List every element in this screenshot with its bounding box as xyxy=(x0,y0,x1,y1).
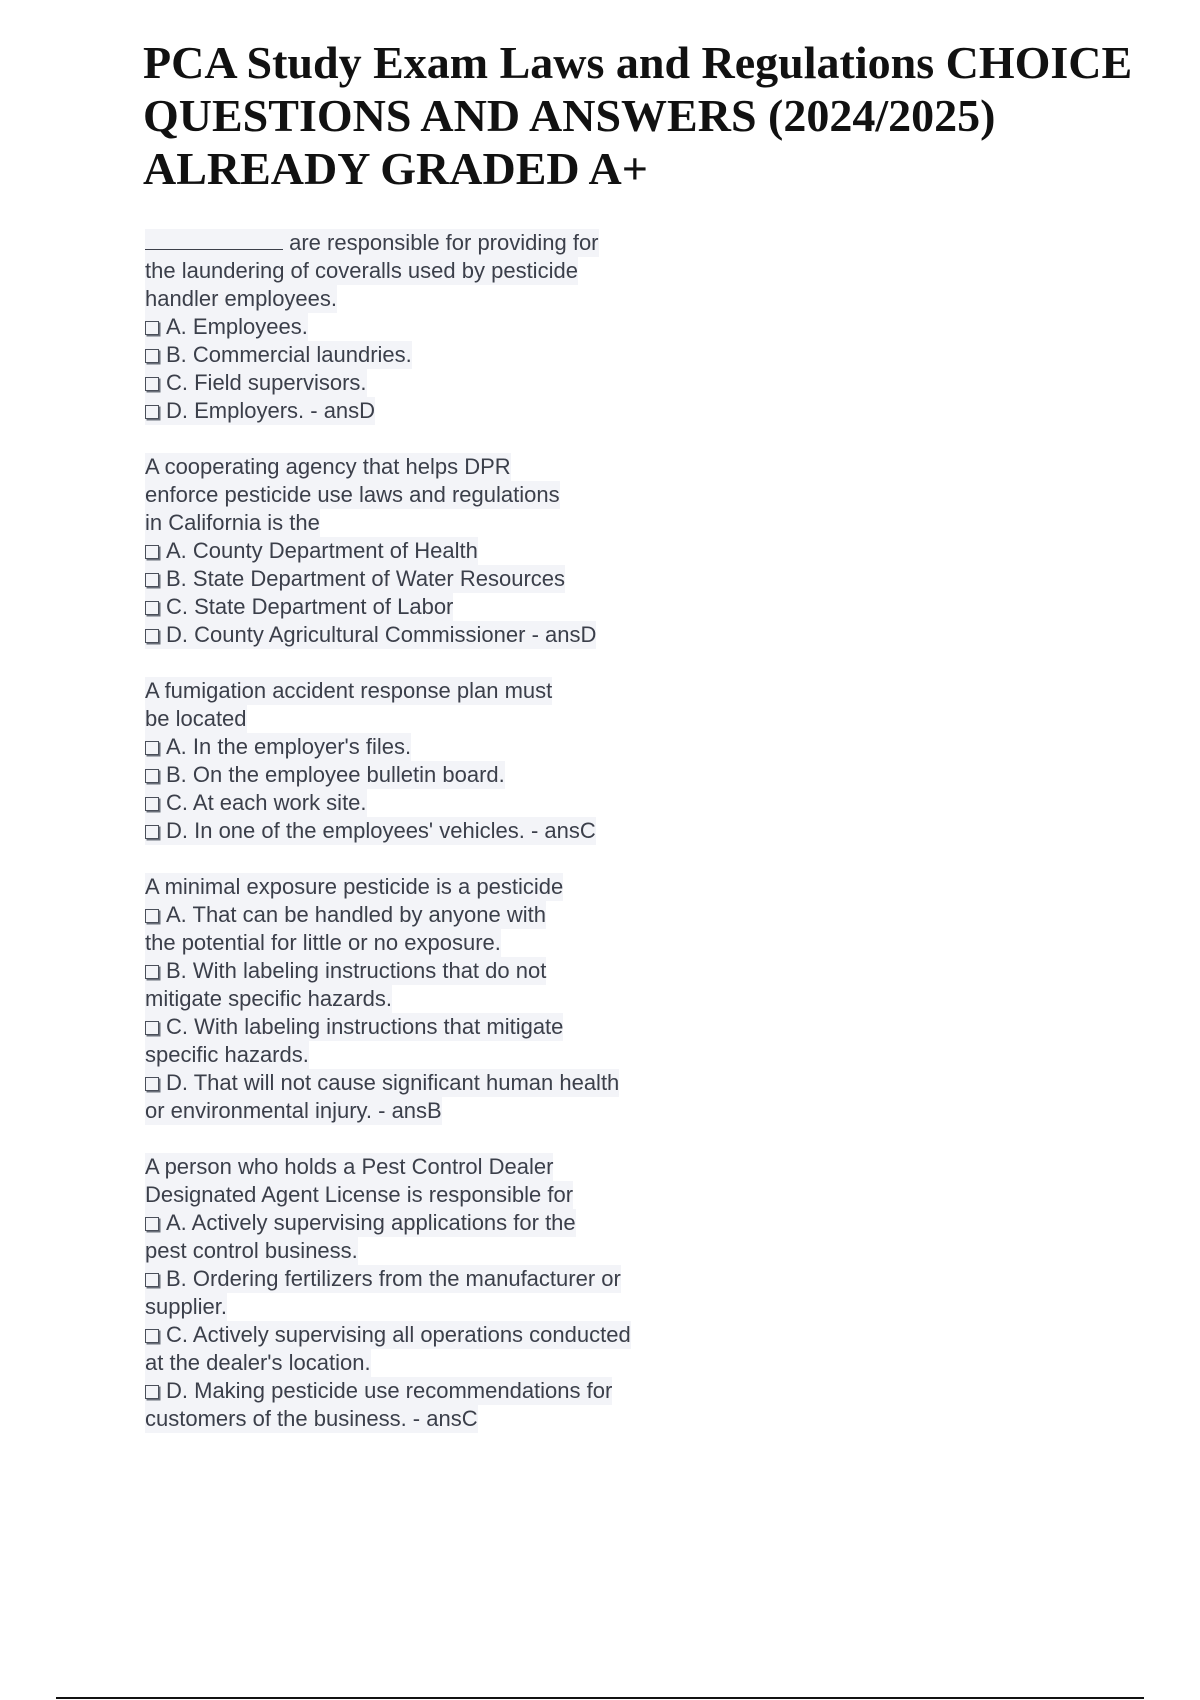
checkbox-icon xyxy=(145,349,159,363)
checkbox-icon xyxy=(145,1329,159,1343)
answer-option-continuation: pest control business. xyxy=(145,1238,358,1263)
question-stem-line: enforce pesticide use laws and regulations xyxy=(145,482,560,507)
answer-option xyxy=(145,957,546,985)
checkbox-icon xyxy=(145,1385,159,1399)
answer-option-label: B. Commercial laundries. xyxy=(166,342,412,367)
answer-option xyxy=(145,397,375,425)
answer-option-continuation: the potential for little or no exposure. xyxy=(145,930,501,955)
answer-option-label: C. With labeling instructions that mitigate xyxy=(166,1014,564,1039)
checkbox-icon xyxy=(145,1217,159,1231)
checkbox-icon xyxy=(145,825,159,839)
answer-option-label: D. Employers. - ansD xyxy=(166,398,376,423)
question-1 xyxy=(145,229,785,425)
answer-option-continuation: specific hazards. xyxy=(145,1042,309,1067)
answer-option xyxy=(145,901,546,929)
question-stem-line: handler employees. xyxy=(145,286,338,311)
checkbox-icon xyxy=(145,1273,159,1287)
fill-in-blank xyxy=(145,229,283,250)
footer-divider xyxy=(56,1697,1144,1699)
answer-option xyxy=(145,1321,631,1349)
answer-option-label: D. Making pesticide use recommendations for xyxy=(166,1378,613,1403)
answer-option xyxy=(145,369,367,397)
answer-option-continuation: at the dealer's location. xyxy=(145,1350,371,1375)
title-line: PCA Study Exam Laws and Regulations CHOICE xyxy=(143,37,1133,88)
answer-option-label: A. Actively supervising applications for the xyxy=(166,1210,576,1235)
question-list xyxy=(145,229,785,1461)
answer-option-label: D. In one of the employees' vehicles. - ansC xyxy=(166,818,596,843)
answer-option xyxy=(145,1209,576,1237)
answer-option-label: A. County Department of Health xyxy=(166,538,478,563)
answer-option-label: B. On the employee bulletin board. xyxy=(166,762,505,787)
checkbox-icon xyxy=(145,1021,159,1035)
answer-option xyxy=(145,733,411,761)
checkbox-icon xyxy=(145,741,159,755)
question-stem-line: A person who holds a Pest Control Dealer xyxy=(145,1154,554,1179)
answer-option-label: A. That can be handled by anyone with xyxy=(166,902,546,927)
checkbox-icon xyxy=(145,1077,159,1091)
checkbox-icon xyxy=(145,965,159,979)
answer-option-label: B. With labeling instructions that do not xyxy=(166,958,547,983)
answer-option-continuation: or environmental injury. - ansB xyxy=(145,1098,442,1123)
question-stem-line xyxy=(145,229,599,257)
answer-option-continuation: supplier. xyxy=(145,1294,227,1319)
checkbox-icon xyxy=(145,321,159,335)
answer-option xyxy=(145,593,453,621)
question-stem-line: be located xyxy=(145,706,247,731)
question-stem-line: Designated Agent License is responsible for xyxy=(145,1182,574,1207)
question-stem-line: in California is the xyxy=(145,510,320,535)
answer-option-label: D. That will not cause significant human health xyxy=(166,1070,620,1095)
question-stem-line: A minimal exposure pesticide is a pesticide xyxy=(145,874,564,899)
answer-option xyxy=(145,1069,619,1097)
answer-option xyxy=(145,761,505,789)
title-line: QUESTIONS AND ANSWERS (2024/2025) xyxy=(143,90,996,141)
answer-option-label: B. Ordering fertilizers from the manufacturer or xyxy=(166,1266,621,1291)
question-stem-line: A cooperating agency that helps DPR xyxy=(145,454,511,479)
question-stem-text: are responsible for providing for xyxy=(289,230,599,255)
answer-option-label: A. Employees. xyxy=(166,314,308,339)
checkbox-icon xyxy=(145,545,159,559)
answer-option-label: C. State Department of Labor xyxy=(166,594,454,619)
question-5 xyxy=(145,1153,785,1433)
checkbox-icon xyxy=(145,769,159,783)
answer-option-label: B. State Department of Water Resources xyxy=(166,566,566,591)
page-title xyxy=(143,36,1193,195)
question-3 xyxy=(145,677,785,845)
answer-option-label: A. In the employer's files. xyxy=(166,734,412,759)
checkbox-icon xyxy=(145,405,159,419)
answer-option xyxy=(145,789,367,817)
answer-option xyxy=(145,565,565,593)
answer-option xyxy=(145,1265,621,1293)
answer-option-continuation: mitigate specific hazards. xyxy=(145,986,392,1011)
answer-option xyxy=(145,1377,612,1405)
answer-option-label: D. County Agricultural Commissioner - ansD xyxy=(166,622,597,647)
checkbox-icon xyxy=(145,909,159,923)
checkbox-icon xyxy=(145,377,159,391)
answer-option-label: C. Field supervisors. xyxy=(166,370,367,395)
question-2 xyxy=(145,453,785,649)
checkbox-icon xyxy=(145,797,159,811)
answer-option xyxy=(145,537,478,565)
answer-option-continuation: customers of the business. - ansC xyxy=(145,1406,478,1431)
checkbox-icon xyxy=(145,573,159,587)
question-4 xyxy=(145,873,785,1125)
title-line: ALREADY GRADED A+ xyxy=(143,143,648,194)
answer-option-label: C. Actively supervising all operations conducted xyxy=(166,1322,631,1347)
checkbox-icon xyxy=(145,629,159,643)
question-stem-line: A fumigation accident response plan must xyxy=(145,678,553,703)
answer-option xyxy=(145,621,596,649)
answer-option xyxy=(145,341,412,369)
question-stem-line: the laundering of coveralls used by pesticide xyxy=(145,258,578,283)
answer-option xyxy=(145,1013,563,1041)
answer-option xyxy=(145,817,596,845)
answer-option-label: C. At each work site. xyxy=(166,790,367,815)
checkbox-icon xyxy=(145,601,159,615)
answer-option xyxy=(145,313,308,341)
